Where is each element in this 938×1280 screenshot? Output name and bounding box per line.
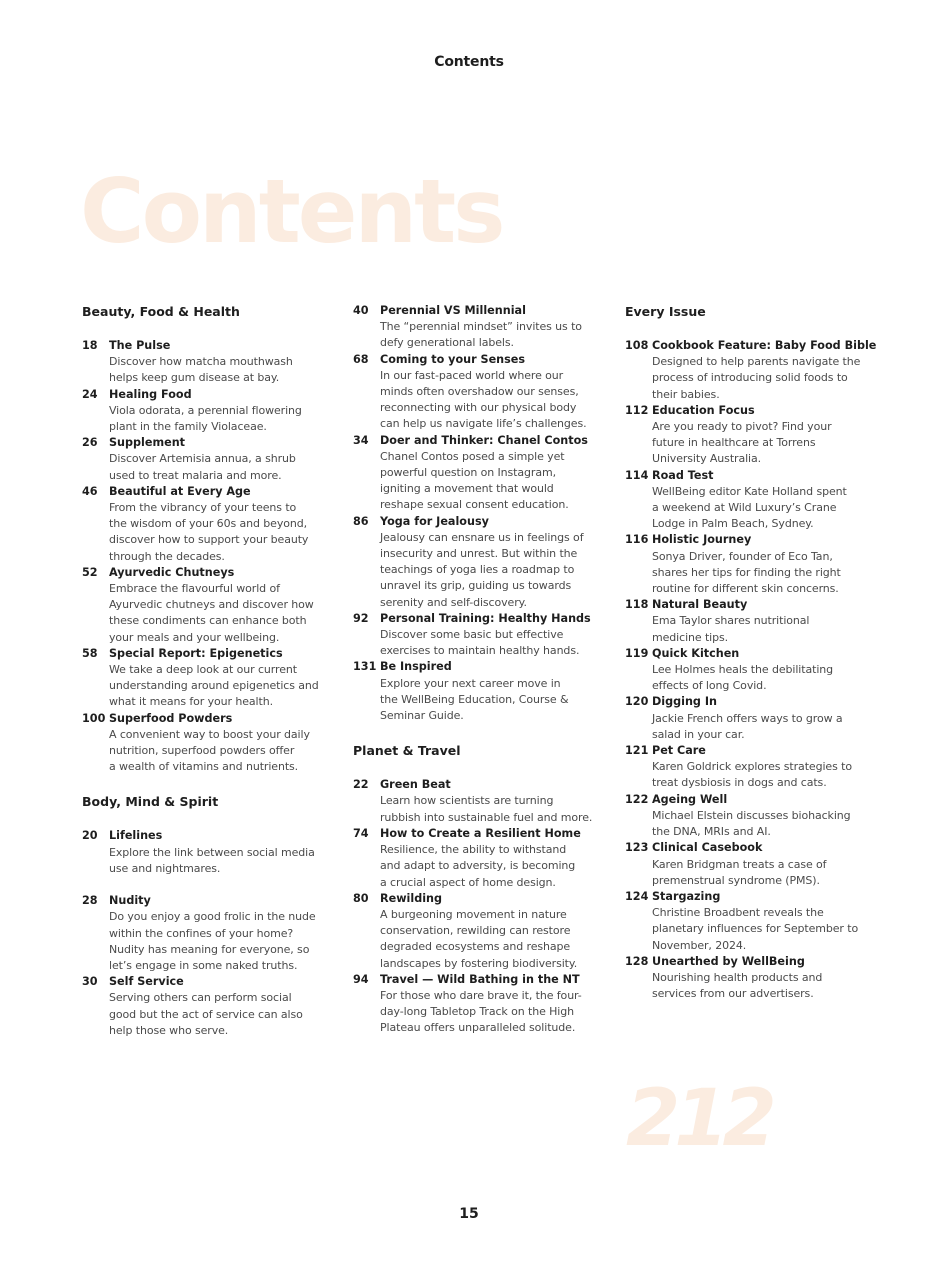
entry-description-line: insecurity and unrest. But within the bbox=[380, 547, 578, 561]
entry-title: Stargazing bbox=[652, 889, 721, 903]
entry-title: Unearthed by WellBeing bbox=[652, 954, 805, 968]
entry-description-line: Are you ready to pivot? Find your bbox=[652, 420, 832, 434]
entry-title: Travel — Wild Bathing in the NT bbox=[380, 972, 580, 986]
entry-description-line: Ayurvedic chutneys and discover how bbox=[109, 598, 314, 612]
entry-description-line: A burgeoning movement in nature bbox=[380, 907, 567, 921]
page-title: Contents bbox=[80, 160, 503, 263]
contents-entry[interactable] bbox=[353, 891, 603, 972]
entry-description-line: nutrition, superfood powders offer bbox=[109, 744, 295, 758]
contents-entry[interactable] bbox=[82, 565, 344, 646]
entry-description-line: Michael Elstein discusses biohacking bbox=[652, 808, 851, 822]
entry-page-number: 120 bbox=[625, 695, 649, 709]
contents-entry[interactable] bbox=[625, 743, 875, 792]
entry-title: Special Report: Epigenetics bbox=[109, 646, 283, 660]
entry-description-line: Discover how matcha mouthwash bbox=[109, 355, 293, 369]
entry-description-line: shares her tips for finding the right bbox=[652, 565, 841, 579]
contents-section bbox=[353, 742, 603, 1036]
entry-description-line: help those who serve. bbox=[109, 1023, 229, 1037]
entry-title: Clinical Casebook bbox=[652, 841, 763, 855]
entry-description-line: Viola odorata, a perennial flowering bbox=[109, 403, 302, 417]
entry-title: Road Test bbox=[652, 468, 714, 482]
entry-description-line: teachings of yoga lies a roadmap to bbox=[380, 563, 575, 577]
entry-description-line: Serving others can perform social bbox=[109, 991, 292, 1005]
entry-page-number: 74 bbox=[353, 826, 369, 840]
contents-column-3 bbox=[625, 303, 875, 1012]
entry-title: How to Create a Resilient Home bbox=[380, 826, 581, 840]
entry-description-line: can help us navigate life’s challenges. bbox=[380, 417, 587, 431]
section-heading: Body, Mind & Spirit bbox=[82, 794, 219, 810]
entry-description-line: exercises to maintain healthy hands. bbox=[380, 644, 580, 658]
section-heading: Planet & Travel bbox=[353, 743, 461, 759]
contents-entry[interactable] bbox=[353, 514, 603, 611]
entry-description-line: defy generational labels. bbox=[380, 336, 514, 350]
contents-entry[interactable] bbox=[82, 484, 344, 565]
entry-page-number: 121 bbox=[625, 744, 649, 758]
entry-description-line: From the vibrancy of your teens to bbox=[109, 501, 297, 515]
entry-title: Yoga for Jealousy bbox=[380, 514, 489, 528]
entry-description-line: igniting a movement that would bbox=[380, 482, 554, 496]
contents-entry[interactable] bbox=[353, 659, 603, 724]
watermark-issue-number: 212 bbox=[626, 1074, 771, 1164]
entry-title: Superfood Powders bbox=[109, 711, 233, 725]
entry-title: Rewilding bbox=[380, 891, 443, 905]
entry-page-number: 86 bbox=[353, 514, 369, 528]
entry-description-line: Resilience, the ability to withstand bbox=[380, 843, 567, 857]
entry-page-number: 46 bbox=[82, 484, 98, 498]
entry-description-line: Nudity has meaning for everyone, so bbox=[109, 942, 310, 956]
entry-description-line: rubbish into sustainable fuel and more. bbox=[380, 810, 593, 824]
entry-title: Ayurvedic Chutneys bbox=[109, 565, 235, 579]
entry-description-line: medicine tips. bbox=[652, 630, 729, 644]
contents-entry[interactable] bbox=[82, 387, 344, 436]
entry-description-line: effects of long Covid. bbox=[652, 679, 767, 693]
entry-description-line: We take a deep look at our current bbox=[109, 663, 297, 677]
entry-title: Green Beat bbox=[380, 778, 451, 792]
entry-page-number: 24 bbox=[82, 387, 98, 401]
entry-description-line: Discover Artemisia annua, a shrub bbox=[109, 452, 296, 466]
entry-description-line: Discover some basic but effective bbox=[380, 628, 564, 642]
contents-section bbox=[82, 303, 344, 775]
contents-section bbox=[82, 793, 344, 1038]
entry-page-number: 92 bbox=[353, 611, 369, 625]
entry-description-line: The “perennial mindset” invites us to bbox=[380, 320, 582, 334]
entry-description-line: Do you enjoy a good frolic in the nude bbox=[109, 910, 316, 924]
entry-description-line: Sonya Driver, founder of Eco Tan, bbox=[652, 549, 833, 563]
contents-column-2 bbox=[353, 303, 603, 1047]
entry-page-number: 40 bbox=[353, 304, 369, 317]
entry-title: Ageing Well bbox=[652, 792, 728, 806]
contents-entry[interactable] bbox=[625, 403, 875, 468]
entry-description-line: Explore your next career move in bbox=[380, 676, 561, 690]
entry-page-number: 124 bbox=[625, 889, 649, 903]
entry-page-number: 68 bbox=[353, 352, 369, 366]
contents-entry[interactable] bbox=[353, 972, 603, 1037]
entry-page-number: 118 bbox=[625, 598, 649, 612]
entry-title: Nudity bbox=[109, 894, 151, 908]
contents-entry[interactable] bbox=[82, 711, 344, 776]
entry-description-line: A convenient way to boost your daily bbox=[109, 727, 310, 741]
contents-entry[interactable] bbox=[82, 435, 344, 484]
entry-page-number: 100 bbox=[82, 711, 106, 725]
entry-description-line: a weekend at Wild Luxury’s Crane bbox=[652, 501, 837, 515]
entry-description-line: a wealth of vitamins and nutrients. bbox=[109, 760, 299, 774]
entry-title: Quick Kitchen bbox=[652, 646, 740, 660]
section-heading: Beauty, Food & Health bbox=[82, 304, 240, 319]
entry-page-number: 116 bbox=[625, 533, 649, 547]
entry-title: Lifelines bbox=[109, 829, 163, 843]
entry-description-line: Karen Bridgman treats a case of bbox=[652, 857, 827, 871]
entry-page-number: 18 bbox=[82, 339, 98, 352]
entry-title: Personal Training: Healthy Hands bbox=[380, 611, 591, 625]
entry-description-line: reconnecting with our physical body bbox=[380, 401, 577, 415]
entry-description-line: degraded ecosystems and reshape bbox=[380, 940, 571, 954]
entry-description-line: conservation, rewilding can restore bbox=[380, 924, 571, 938]
entry-page-number: 119 bbox=[625, 646, 649, 660]
contents-entry[interactable] bbox=[82, 974, 344, 1039]
entry-description-line: within the confines of your home? bbox=[109, 926, 294, 940]
entry-description-line: discover how to support your beauty bbox=[109, 533, 309, 547]
entry-description-line: Chanel Contos posed a simple yet bbox=[380, 449, 565, 463]
contents-entry[interactable] bbox=[625, 840, 875, 889]
entry-page-number: 94 bbox=[353, 972, 369, 986]
entry-description-line: good but the act of service can also bbox=[109, 1007, 303, 1021]
entry-description-line: Nourishing health products and bbox=[652, 970, 823, 984]
entry-page-number: 58 bbox=[82, 646, 98, 660]
entry-description-line: a crucial aspect of home design. bbox=[380, 875, 556, 889]
entry-page-number: 131 bbox=[353, 660, 377, 674]
entry-title: Perennial VS Millennial bbox=[380, 304, 526, 317]
entry-title: Coming to your Senses bbox=[380, 352, 526, 366]
entry-description-line: landscapes by fostering biodiversity. bbox=[380, 956, 578, 970]
entry-description-line: the WellBeing Education, Course & bbox=[380, 692, 569, 706]
entry-description-line: Designed to help parents navigate the bbox=[652, 355, 861, 369]
entry-title: The Pulse bbox=[109, 339, 171, 352]
entry-title: Digging In bbox=[652, 695, 717, 709]
entry-page-number: 22 bbox=[353, 778, 369, 792]
entry-title: Natural Beauty bbox=[652, 598, 748, 612]
contents-entry[interactable] bbox=[353, 352, 603, 433]
entry-title: Healing Food bbox=[109, 387, 192, 401]
contents-entry[interactable] bbox=[625, 792, 875, 841]
entry-description-line: Lodge in Palm Beach, Sydney. bbox=[652, 517, 814, 531]
entry-description-line: powerful question on Instagram, bbox=[380, 466, 556, 480]
entry-description-line: Karen Goldrick explores strategies to bbox=[652, 760, 852, 774]
contents-entry[interactable] bbox=[625, 646, 875, 695]
entry-title: Beautiful at Every Age bbox=[109, 484, 251, 498]
entry-title: Holistic Journey bbox=[652, 533, 752, 547]
contents-entry[interactable] bbox=[625, 597, 875, 646]
entry-page-number: 112 bbox=[625, 403, 649, 417]
entry-title: Doer and Thinker: Chanel Contos bbox=[380, 433, 588, 447]
entry-page-number: 20 bbox=[82, 829, 98, 843]
entry-description-line: Learn how scientists are turning bbox=[380, 794, 554, 808]
entry-description-line: understanding around epigenetics and bbox=[109, 679, 319, 693]
entry-description-line: use and nightmares. bbox=[109, 861, 221, 875]
contents-entry[interactable] bbox=[82, 893, 344, 974]
entry-page-number: 52 bbox=[82, 565, 98, 579]
entry-description-line: the wisdom of your 60s and beyond, bbox=[109, 517, 308, 531]
entry-description-line: unravel its grip, guiding us towards bbox=[380, 579, 572, 593]
running-head: Contents bbox=[434, 54, 504, 70]
entry-description-line: routine for different skin concerns. bbox=[652, 582, 839, 596]
entry-description-line: day-long Tabletop Track on the High bbox=[380, 1005, 575, 1019]
entry-description-line: helps keep gum disease at bay. bbox=[109, 371, 280, 385]
entry-description-line: November, 2024. bbox=[652, 938, 747, 952]
section-spacer bbox=[353, 734, 603, 742]
entry-description-line: Embrace the flavourful world of bbox=[109, 582, 280, 596]
entry-description-line: and adapt to adversity, is becoming bbox=[380, 859, 576, 873]
contents-entry[interactable] bbox=[82, 828, 344, 877]
entry-description-line: their babies. bbox=[652, 387, 720, 401]
entry-title: Be Inspired bbox=[380, 660, 452, 674]
entry-description-line: Jealousy can ensnare us in feelings of bbox=[380, 530, 584, 544]
entry-title: Pet Care bbox=[652, 744, 706, 758]
entry-description-line: In our fast-paced world where our bbox=[380, 368, 564, 382]
entry-page-number: 108 bbox=[625, 339, 649, 352]
entry-description-line: the DNA, MRIs and AI. bbox=[652, 825, 771, 839]
entry-description-line: serenity and self-discovery. bbox=[380, 595, 527, 609]
entry-description-line: plant in the family Violaceae. bbox=[109, 420, 267, 434]
entry-description-line: process of introducing solid foods to bbox=[652, 371, 848, 385]
entry-description-line: WellBeing editor Kate Holland spent bbox=[652, 484, 847, 498]
contents-entry[interactable] bbox=[625, 889, 875, 954]
entry-title: Self Service bbox=[109, 975, 184, 989]
entry-description-line: what it means for your health. bbox=[109, 695, 273, 709]
contents-entry[interactable] bbox=[82, 338, 344, 387]
section-heading: Every Issue bbox=[625, 304, 706, 319]
contents-entry[interactable] bbox=[625, 954, 875, 1003]
contents-column-1 bbox=[82, 303, 344, 1049]
entry-description-line: used to treat malaria and more. bbox=[109, 468, 282, 482]
entry-description-line: minds often overshadow our senses, bbox=[380, 385, 579, 399]
entry-title: Supplement bbox=[109, 436, 186, 450]
entry-description-line: premenstrual syndrome (PMS). bbox=[652, 873, 820, 887]
contents-section bbox=[353, 303, 603, 724]
entry-description-line: reshape sexual consent education. bbox=[380, 498, 569, 512]
entry-page-number: 128 bbox=[625, 954, 649, 968]
contents-entry[interactable] bbox=[625, 532, 875, 597]
entry-description-line: treat dysbiosis in dogs and cats. bbox=[652, 776, 827, 790]
entry-page-number: 30 bbox=[82, 975, 98, 989]
entry-description-line: Ema Taylor shares nutritional bbox=[652, 614, 810, 628]
entry-description-line: salad in your car. bbox=[652, 727, 745, 741]
entry-description-line: For those who dare brave it, the four- bbox=[380, 988, 582, 1002]
entry-description-line: Jackie French offers ways to grow a bbox=[652, 711, 843, 725]
entry-description-line: University Australia. bbox=[652, 452, 762, 466]
contents-entry[interactable] bbox=[353, 303, 603, 352]
contents-entry[interactable] bbox=[353, 433, 603, 514]
contents-entry[interactable] bbox=[625, 468, 875, 533]
entry-description-line: planetary influences for September to bbox=[652, 922, 859, 936]
entry-description-line: Plateau offers unparalleled solitude. bbox=[380, 1021, 576, 1035]
entry-description-line: let’s engage in some naked truths. bbox=[109, 958, 298, 972]
section-spacer bbox=[82, 785, 344, 793]
contents-entry[interactable] bbox=[353, 777, 603, 826]
entry-page-number: 123 bbox=[625, 841, 649, 855]
contents-entry[interactable] bbox=[82, 646, 344, 711]
contents-entry[interactable] bbox=[625, 338, 875, 403]
page-number: 15 bbox=[459, 1206, 479, 1222]
contents-entry[interactable] bbox=[353, 826, 603, 891]
entry-description-line: your meals and your wellbeing. bbox=[109, 630, 280, 644]
entry-page-number: 26 bbox=[82, 436, 98, 450]
entry-description-line: future in healthcare at Torrens bbox=[652, 436, 816, 450]
entry-page-number: 28 bbox=[82, 894, 98, 908]
entry-description-line: services from our advertisers. bbox=[652, 987, 814, 1001]
entry-description-line: Lee Holmes heals the debilitating bbox=[652, 663, 834, 677]
entry-page-number: 34 bbox=[353, 433, 369, 447]
entry-description-line: Christine Broadbent reveals the bbox=[652, 906, 824, 920]
contents-entry[interactable] bbox=[353, 611, 603, 660]
contents-section bbox=[625, 303, 875, 1002]
entry-page-number: 114 bbox=[625, 468, 649, 482]
entry-description-line: through the decades. bbox=[109, 549, 225, 563]
entry-page-number: 80 bbox=[353, 891, 369, 905]
entry-title: Cookbook Feature: Baby Food Bible bbox=[652, 339, 877, 352]
entry-title: Education Focus bbox=[652, 403, 755, 417]
contents-entry[interactable] bbox=[625, 694, 875, 743]
entry-page-number: 122 bbox=[625, 792, 649, 806]
entry-description-line: Seminar Guide. bbox=[380, 709, 464, 723]
entry-description-line: these condiments can enhance both bbox=[109, 614, 307, 628]
entry-description-line: Explore the link between social media bbox=[109, 845, 315, 859]
